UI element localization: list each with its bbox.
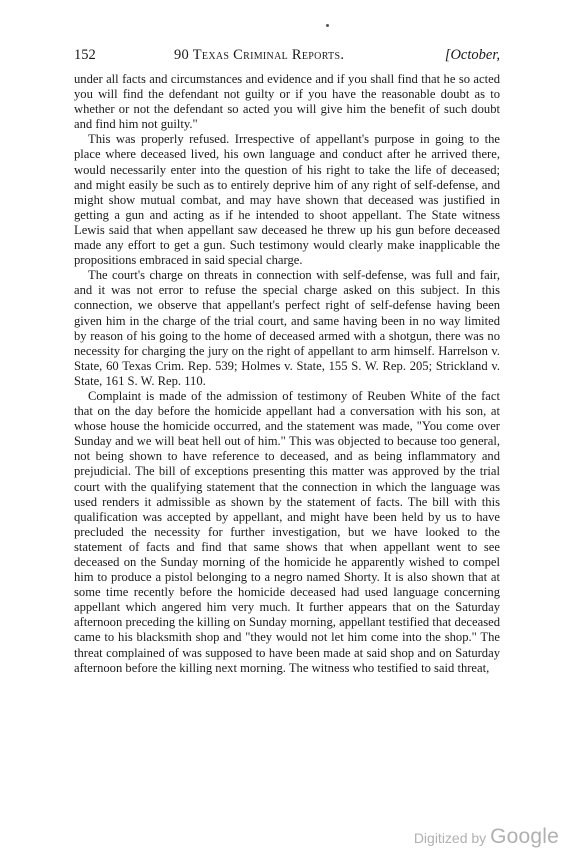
paragraph-continued: under all facts and circumstances and evidence and if you shall find that he so acted you will find the defendant not guilty or if you have the reasonable doubt as to whether or not the defendant so acted you will give him the benefit of such doubt and find him not guilty." [74,72,500,132]
running-header [74,47,500,67]
page-number: 152 [74,47,96,63]
speck-mark [326,24,329,27]
running-month: [October, [444,47,500,63]
watermark-prefix: Digitized by [413,830,487,846]
running-title: 90 Texas Criminal Reports. [174,47,345,63]
body-text [74,72,500,676]
paragraph: Complaint is made of the admission of testimony of Reuben White of the fact that on the day before the homicide appellant had a conversation with his son, at whose house the homicide occurred, and the statement was made, "You come over Sunday and we will beat hell out of him." This was objected to because too general, not being shown to have reference to deceased, and as being inflammatory and prejudicial. The bill of exceptions presenting this matter was approved by the trial court with the qualifying statement that the connection in which the language was used renders it admissible as shown by the statement of facts. The bill with this qualification was accepted by appellant, and might have been held by us to have precluded the necessity for further investigation, but we have looked to the statement of facts and find that same shows that when appellant went to see deceased on the Sunday morning of the homicide he apparently wished to compel him to produce a pistol belonging to a negro named Shorty. It is also shown that at some time recently before the homicide deceased had used language concerning appellant which angered him very much. It further appears that on the Saturday afternoon preceding the killing on Sunday morning, appellant testified that deceased came to his blacksmith shop and "they would not let him come into the shop." The threat complained of was supposed to have been made at said shop and on Saturday afternoon before the killing next morning. The witness who testified to said threat, [74,388,500,675]
digitized-watermark [414,825,559,849]
paragraph: This was properly refused. Irrespective of appellant's purpose in going to the place where deceased lived, his own language and conduct after he arrived there, would necessarily enter into the question of his right to take the life of deceased; and might easily be such as to entirely deprive him of any right of self-defense, and might show mutual combat, and may have shown that deceased was justified in getting a gun and acting as if he intended to shoot appellant. The State witness Lewis said that when appellant saw deceased he threw up his gun before deceased made any effort to get a gun. Such testimony would clearly make inapplicable the propositions embraced in said special charge. [74,132,500,268]
paragraph: The court's charge on threats in connection with self-defense, was full and fair, and it was not error to refuse the special charge asked on this subject. In this connection, we observe that appellant's perfect right of self-defense having been given him in the charge of the trial court, and same having been in no way limited by reason of his going to the home of deceased armed with a shotgun, there was no necessity for charging the jury on the right of appellant to arm himself. Harrelson v. State, 60 Texas Crim. Rep. 539; Holmes v. State, 155 S. W. Rep. 205; Strickland v. State, 161 S. W. Rep. 110. [74,268,500,388]
watermark-brand: Google [490,825,559,848]
